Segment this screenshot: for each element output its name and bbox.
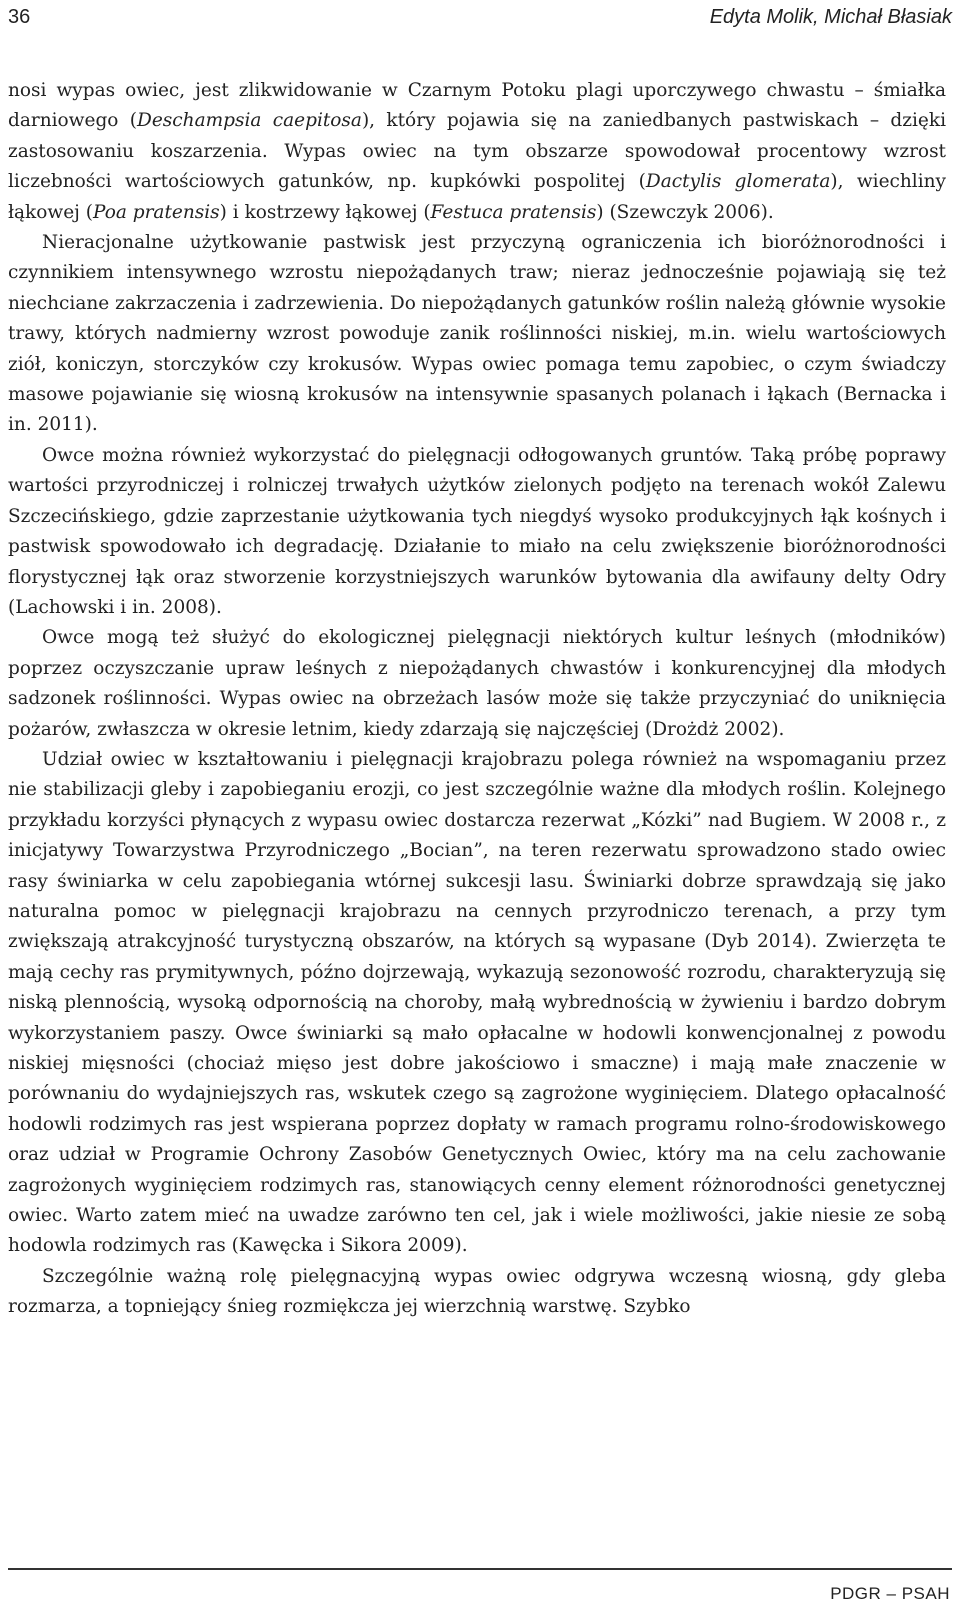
species-name: Deschampsia caepitosa	[137, 110, 362, 132]
text-run: ) i kostrzewy łąkowej (	[219, 201, 431, 223]
species-name: Dactylis glomerata	[645, 171, 831, 193]
paragraph	[8, 623, 946, 745]
running-header	[8, 0, 952, 34]
text-run: Szczególnie ważną rolę pielęgnacyjną wypas owiec odgrywa wczesną wiosną, gdy gleba rozmarza, a topniejący śnieg rozmiękcza jej wierzchnią warstwę. Szybko	[8, 1265, 946, 1318]
species-name: Poa pratensis	[93, 201, 220, 223]
species-name: Festuca pratensis	[430, 201, 597, 223]
text-run: Owce mogą też służyć do ekologicznej pielęgnacji niektórych kultur leśnych (młodników) poprzez oczyszczanie upraw leśnych z niepożądanych chwastów i konkurencyjnej dla młodych sadzonek roślinności. Wypas owiec na obrzeżach lasów może się także przyczyniać do uniknięcia pożarów, zwłaszcza w okresie letnim, kiedy zdarzają się najczęściej (Drożdż 2002).	[8, 627, 946, 740]
text-run: ) (Szewczyk 2006).	[596, 201, 774, 223]
paragraph	[8, 76, 946, 228]
text-run: Udział owiec w kształtowaniu i pielęgnacji krajobrazu polega również na wspomaganiu przez nie stabilizacji gleby i zapobieganiu erozji, co jest szczególnie ważne dla młodych roślin. Kolejnego przykładu korzyści płynących z wypasu owiec dostarcza rezerwat „Kózki” nad Bugiem. W 2008 r., z inicjatywy Towarzystwa Przyrodniczego „Bocian”, na teren rezerwatu sprowadzono stado owiec rasy świniarka w celu zapobiegania wtórnej sukcesji lasu. Świniarki dobrze sprawdzają się jako naturalna pomoc w pielęgnacji krajobrazu na cennych przyrodniczo terenach, a przy tym zwiększają atrakcyjność turystyczną obszarów, na których są wypasane (Dyb 2014). Zwierzęta te mają cechy ras prymitywnych, późno dojrzewają, wykazują sezonowość rozrodu, charakteryzują się niską plennością, wysoką odpornością na choroby, małą wybrednością w żywieniu i bardzo dobrym wykorzystaniem paszy. Owce świniarki są mało opłacalne w hodowli konwencjonalnej z powodu niskiej mięsności (chociaż mięso jest dobre jakościowo i smaczne) i mają małe znaczenie w porównaniu do wydajniejszych ras, wskutek czego są zagrożone wyginięciem. Dlatego opłacalność hodowli rodzimych ras jest wspierana poprzez dopłaty w ramach programu rolno-środowiskowego oraz udział w Programie Ochrony Zasobów Genetycznych Owiec, który ma na celu zachowanie zagrożonych wyginięciem rodzimych ras, stanowiących cenny element różnorodności genetycznej owiec. Warto zatem mieć na uwadze zarówno ten cel, jak i wiele możliwości, jakie niesie ze sobą hodowla rodzimych ras (Kawęcka i Sikora 2009).	[8, 748, 946, 1257]
page-number: 36	[8, 5, 31, 28]
article-body	[8, 76, 946, 1323]
text-run: Nieracjonalne użytkowanie pastwisk jest przyczyną ograniczenia ich bioróżnorodności i czynnikiem intensywnego wzrostu niepożądanych traw; nieraz jednocześnie pojawiają się też niechciane zakrzaczenia i zadrzewienia. Do niepożądanych gatunków roślin należą głównie wysokie trawy, których nadmierny wzrost powoduje zanik roślinności niskiej, m.in. wielu wartościowych ziół, koniczyn, storczyków czy krokusów. Wypas owiec pomaga temu zapobiec, o czym świadczy masowe pojawianie się wiosną krokusów na intensywnie spasanych polanach i łąkach (Bernacka i in. 2011).	[8, 232, 946, 436]
paragraph	[8, 745, 946, 1262]
paragraph	[8, 1262, 946, 1323]
text-run: ), wiechliny łąkowej (	[8, 171, 947, 223]
paragraph	[8, 228, 946, 441]
footer-divider	[8, 1568, 952, 1570]
paragraph	[8, 441, 946, 623]
text-run: nosi wypas owiec, jest zlikwidowanie w Czarnym Potoku plagi uporczywego chwastu – śmiałka darniowego (	[8, 80, 946, 132]
text-run: ), który pojawia się na zaniedbanych pastwiskach – dzięki zastosowaniu koszarzenia. Wypas owiec na tym obszarze spowodował procentowy wzrost liczebności wartościowych gatunków, np. kupkówki pospolitej (	[8, 110, 947, 193]
running-footer-journal: PDGR – PSAH	[830, 1584, 950, 1603]
running-header-authors: Edyta Molik, Michał Błasiak	[709, 5, 952, 28]
text-run: Owce można również wykorzystać do pielęgnacji odłogowanych gruntów. Taką próbę poprawy wartości przyrodniczej i rolniczej trwałych użytków zielonych podjęto na terenach wokół Zalewu Szczecińskiego, gdzie zaprzestanie użytkowania tych niegdyś wysoko produkcyjnych łąk kośnych i pastwisk spowodowało ich degradację. Działanie to miało na celu zwiększenie bioróżnorodności florystycznej łąk oraz stworzenie korzystniejszych warunków bytowania dla awifauny delty Odry (Lachowski i in. 2008).	[8, 444, 946, 618]
